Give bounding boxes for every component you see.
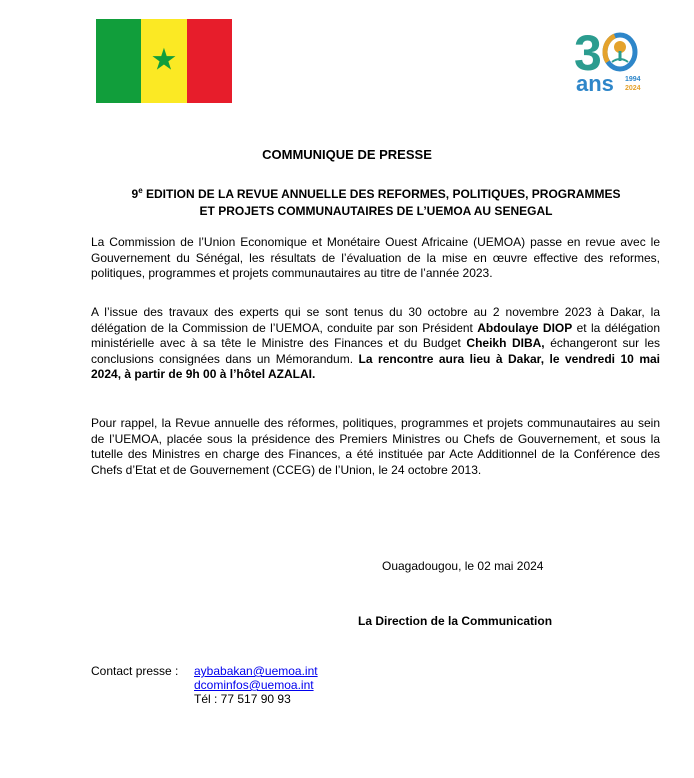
document-date: Ouagadougou, le 02 mai 2024 <box>382 559 544 573</box>
flag-red-band <box>187 19 232 103</box>
subtitle-ordinal: 9 <box>131 187 139 201</box>
p2-part1: A l’issue des travaux des experts qui se sont tenus du 30 octobre au 2 novembre 2023 à Dakar, la délégation de la Commission de l’UEMOA, conduite par son Président <box>91 305 660 335</box>
logo-year-end: 2024 <box>625 85 641 92</box>
president-name: Abdoulaye DIOP <box>477 320 573 335</box>
logo-year-start: 1994 <box>625 76 641 83</box>
contact-email-link-1[interactable]: aybabakan@uemoa.int <box>194 664 318 678</box>
logo-emblem-icon <box>602 32 638 72</box>
p2-part2: et la délégation ministérielle avec à sa tête le Ministre des Finances et du Budget <box>91 320 661 350</box>
flag-green-band <box>96 19 141 103</box>
logo-years <box>625 75 641 93</box>
paragraph-reminder: Pour rappel, la Revue annuelle des réformes, politiques, programmes et projets communautaires au sein de l’UEMOA, placée sous la présidence des Premiers Ministres ou Chefs de Gouvernement, et sous la tutelle des Ministres en charge des Finances, a été instituée par Acte Additionnel de la Conférence des Chefs d’Etat et de Gouvernement (CCEG) de l’Union, le 24 octobre 2013. <box>91 416 660 477</box>
uemoa-30-years-logo <box>574 25 654 98</box>
flag-yellow-band <box>141 19 186 103</box>
document-title: COMMUNIQUE DE PRESSE <box>262 147 432 162</box>
paragraph-intro: La Commission de l’Union Economique et Monétaire Ouest Africaine (UEMOA) passe en revue avec le Gouvernement du Sénégal, les résultats de l’évaluation de la mise en œuvre effective des reformes, politiques, programmes et projets communautaires au titre de l’année 2023. <box>91 235 660 280</box>
contact-phone: Tél : 77 517 90 93 <box>194 692 291 706</box>
p2-part3: échangeront sur les conclusions consignées dans un Mémorandum. <box>91 336 661 366</box>
contact-lines <box>194 664 318 706</box>
subtitle-line2: ET PROJETS COMMUNAUTAIRES DE L’UEMOA AU SENEGAL <box>199 204 553 218</box>
contact-label: Contact presse : <box>91 664 179 678</box>
minister-name: Cheikh DIBA, <box>466 336 545 350</box>
document-subtitle <box>96 182 656 220</box>
press-contact <box>91 664 318 706</box>
logo-word: ans <box>576 71 614 96</box>
paragraph-meeting <box>91 305 660 383</box>
subtitle-ordinal-sup: e <box>138 186 143 195</box>
signature: La Direction de la Communication <box>358 614 553 628</box>
logo-digit-three: 3 <box>574 25 600 81</box>
star-icon: ★ <box>150 43 178 77</box>
subtitle-line1: EDITION DE LA REVUE ANNUELLE DES REFORMES, POLITIQUES, PROGRAMMES <box>142 187 621 201</box>
contact-email-link-2[interactable]: dcominfos@uemoa.int <box>194 678 314 692</box>
meeting-details: La rencontre aura lieu à Dakar, le vendredi 10 mai 2024, à partir de 9h 00 à l’hôtel AZALAI. <box>91 351 660 381</box>
senegal-flag <box>96 19 232 103</box>
